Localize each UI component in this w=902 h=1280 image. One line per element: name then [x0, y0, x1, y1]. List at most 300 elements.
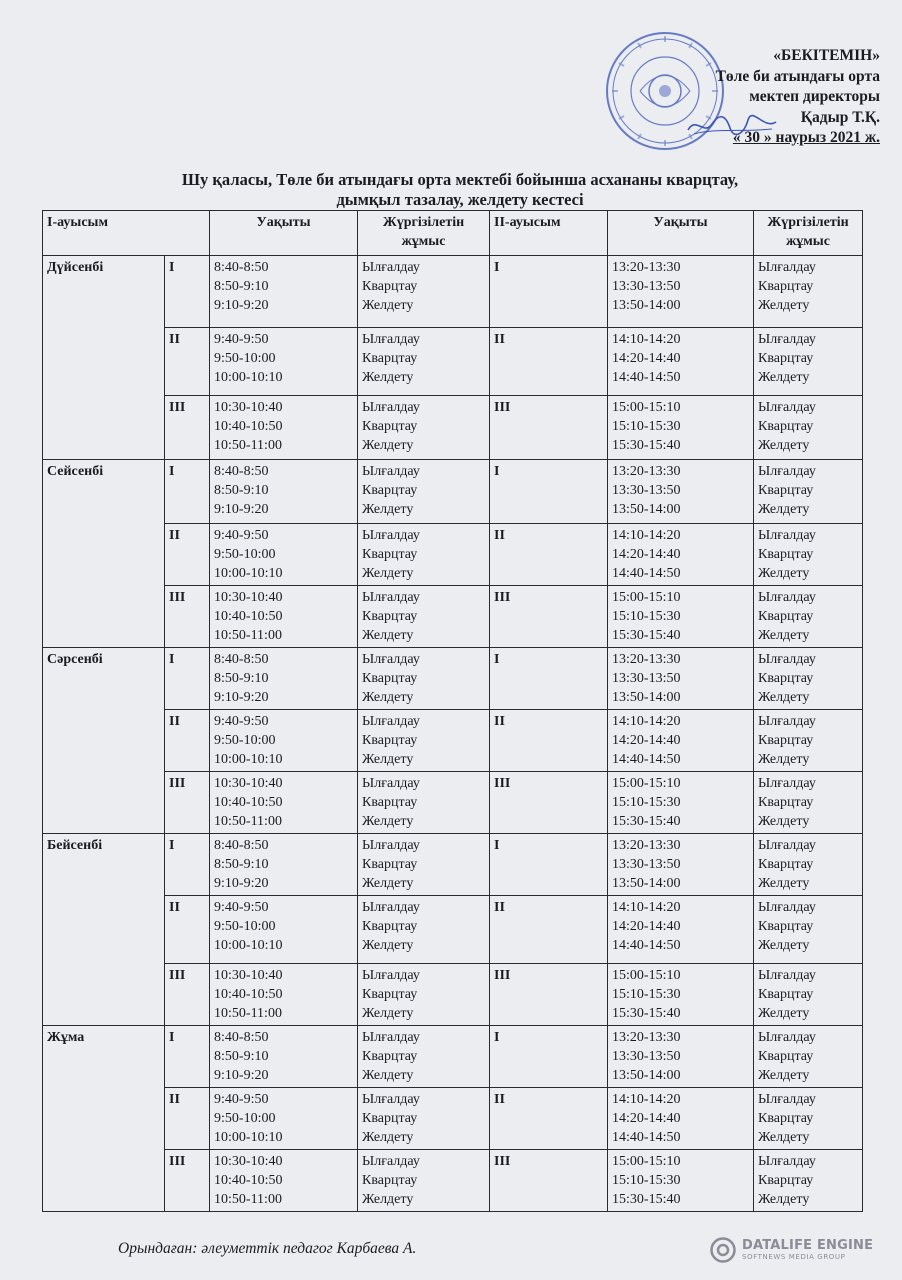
shift1-period-cell: І [165, 648, 210, 710]
shift2-work-cell-line: Желдету [758, 438, 810, 453]
shift2-time-cell-line: 14:10-14:20 [612, 714, 681, 729]
shift1-work-cell-line: Кварцтау [362, 919, 418, 934]
shift2-time-cell-line: 14:20-14:40 [612, 547, 681, 562]
shift2-work-cell-line: Кварцтау [758, 483, 814, 498]
shift2-work-cell [754, 772, 863, 834]
shift2-time-cell-line: 15:00-15:10 [612, 776, 681, 791]
shift2-time-cell [608, 964, 754, 1026]
shift2-work-cell-line: Кварцтау [758, 609, 814, 624]
datalife-logo-icon [710, 1237, 736, 1263]
watermark-main-text: DATALIFE ENGINE [742, 1238, 874, 1253]
shift1-work-cell [358, 710, 490, 772]
shift1-time-cell [210, 964, 358, 1026]
shift1-time-cell-line: 8:40-8:50 [214, 838, 269, 853]
header-time-2: Уақыты [608, 211, 754, 256]
shift1-work-cell-line: Кварцтау [362, 795, 418, 810]
title-line-2: дымқыл тазалау, желдету кестесі [336, 190, 584, 209]
table-row [43, 460, 863, 524]
shift1-work-cell-line: Желдету [362, 814, 414, 829]
shift1-time-cell-line: 8:40-8:50 [214, 260, 269, 275]
shift1-work-cell-line: Желдету [362, 438, 414, 453]
shift2-work-cell [754, 896, 863, 964]
shift1-work-cell-line: Ылғалдау [362, 968, 420, 983]
shift2-work-cell-line: Ылғалдау [758, 1030, 816, 1045]
shift2-time-cell-line: 14:40-14:50 [612, 1130, 681, 1145]
shift2-work-cell-line: Кварцтау [758, 1111, 814, 1126]
shift2-time-cell-line: 14:20-14:40 [612, 1111, 681, 1126]
shift2-time-cell [608, 1150, 754, 1212]
shift1-work-cell-line: Ылғалдау [362, 1092, 420, 1107]
approval-heading: «БЕКІТЕМІН» [773, 47, 880, 64]
table-row [43, 1026, 863, 1088]
table-row [43, 896, 863, 964]
shift1-work-cell-line: Кварцтау [362, 1049, 418, 1064]
shift2-work-cell-line: Ылғалдау [758, 332, 816, 347]
shift1-work-cell-line: Ылғалдау [362, 590, 420, 605]
shift2-time-cell-line: 15:10-15:30 [612, 609, 681, 624]
shift2-work-cell-line: Ылғалдау [758, 400, 816, 415]
shift1-time-cell [210, 524, 358, 586]
table-row [43, 772, 863, 834]
shift2-time-cell-line: 14:40-14:50 [612, 752, 681, 767]
shift1-work-cell-line: Кварцтау [362, 987, 418, 1002]
shift1-time-cell-line: 9:40-9:50 [214, 900, 269, 915]
shift1-time-cell-line: 10:40-10:50 [214, 1173, 283, 1188]
document-title [90, 170, 830, 210]
shift1-work-cell [358, 834, 490, 896]
shift1-time-cell [210, 328, 358, 396]
shift1-work-cell-line: Желдету [362, 370, 414, 385]
shift1-time-cell-line: 10:00-10:10 [214, 370, 283, 385]
shift2-work-cell [754, 1088, 863, 1150]
shift2-work-cell-line: Желдету [758, 298, 810, 313]
shift2-time-cell-line: 13:30-13:50 [612, 1049, 681, 1064]
shift1-time-cell-line: 10:30-10:40 [214, 590, 283, 605]
shift1-period-cell: ІІ [165, 896, 210, 964]
shift2-work-cell [754, 648, 863, 710]
header-shift-2: ІІ-ауысым [490, 211, 608, 256]
shift1-work-cell-line: Кварцтау [362, 671, 418, 686]
shift1-time-cell-line: 9:10-9:20 [214, 876, 269, 891]
shift2-time-cell-line: 15:30-15:40 [612, 814, 681, 829]
shift2-time-cell [608, 524, 754, 586]
shift1-period-cell: І [165, 1026, 210, 1088]
shift2-period-cell: І [490, 256, 608, 328]
shift1-work-cell-line: Ылғалдау [362, 714, 420, 729]
shift2-work-cell-line: Желдету [758, 628, 810, 643]
shift2-work-cell [754, 964, 863, 1026]
shift1-work-cell-line: Ылғалдау [362, 260, 420, 275]
shift2-time-cell-line: 13:20-13:30 [612, 260, 681, 275]
shift2-work-cell-line: Желдету [758, 814, 810, 829]
shift2-time-cell-line: 14:40-14:50 [612, 566, 681, 581]
shift2-period-cell: ІІІ [490, 586, 608, 648]
shift1-work-cell [358, 964, 490, 1026]
shift1-work-cell-line: Кварцтау [362, 547, 418, 562]
shift1-time-cell-line: 8:40-8:50 [214, 652, 269, 667]
shift1-work-cell [358, 1026, 490, 1088]
shift2-time-cell-line: 15:00-15:10 [612, 400, 681, 415]
shift1-work-cell [358, 256, 490, 328]
shift1-work-cell-line: Желдету [362, 628, 414, 643]
shift1-work-cell-line: Ылғалдау [362, 528, 420, 543]
shift2-time-cell-line: 15:10-15:30 [612, 419, 681, 434]
shift1-time-cell-line: 10:30-10:40 [214, 968, 283, 983]
shift1-work-cell-line: Ылғалдау [362, 400, 420, 415]
shift2-work-cell-line: Желдету [758, 1006, 810, 1021]
shift1-time-cell-line: 10:50-11:00 [214, 628, 282, 643]
shift2-work-cell-line: Желдету [758, 502, 810, 517]
shift2-time-cell-line: 13:20-13:30 [612, 652, 681, 667]
shift2-time-cell-line: 13:50-14:00 [612, 298, 681, 313]
shift1-work-cell-line: Желдету [362, 502, 414, 517]
shift2-work-cell-line: Кварцтау [758, 919, 814, 934]
table-row [43, 648, 863, 710]
approval-line-2: мектеп директоры [749, 88, 880, 105]
shift2-time-cell-line: 15:00-15:10 [612, 590, 681, 605]
shift1-work-cell [358, 896, 490, 964]
shift2-work-cell [754, 396, 863, 460]
approval-date: « 30 » наурыз 2021 ж. [732, 129, 880, 146]
shift1-time-cell [210, 1026, 358, 1088]
shift2-work-cell-line: Ылғалдау [758, 590, 816, 605]
day-name-cell: Дүйсенбі [43, 256, 165, 460]
shift1-time-cell-line: 10:30-10:40 [214, 776, 283, 791]
shift1-time-cell-line: 8:50-9:10 [214, 671, 269, 686]
shift1-work-cell-line: Ылғалдау [362, 900, 420, 915]
shift1-work-cell [358, 772, 490, 834]
shift2-work-cell-line: Ылғалдау [758, 1154, 816, 1169]
shift2-work-cell-line: Желдету [758, 1068, 810, 1083]
shift1-period-cell: І [165, 460, 210, 524]
shift2-period-cell: ІІ [490, 896, 608, 964]
shift2-time-cell [608, 256, 754, 328]
shift1-work-cell-line: Желдету [362, 690, 414, 705]
shift2-period-cell: І [490, 1026, 608, 1088]
shift1-time-cell [210, 710, 358, 772]
shift2-time-cell-line: 15:10-15:30 [612, 1173, 681, 1188]
shift1-time-cell-line: 8:50-9:10 [214, 483, 269, 498]
header-shift-1: І-ауысым [43, 211, 210, 256]
shift2-work-cell-line: Кварцтау [758, 857, 814, 872]
header-time-1: Уақыты [210, 211, 358, 256]
shift2-time-cell [608, 396, 754, 460]
shift2-work-cell [754, 1026, 863, 1088]
shift1-time-cell [210, 896, 358, 964]
schedule-body [43, 256, 863, 1212]
shift1-time-cell-line: 9:50-10:00 [214, 733, 276, 748]
shift2-time-cell-line: 15:10-15:30 [612, 987, 681, 1002]
shift2-time-cell-line: 15:30-15:40 [612, 1192, 681, 1207]
shift1-time-cell [210, 1150, 358, 1212]
shift2-work-cell [754, 256, 863, 328]
shift1-time-cell-line: 9:50-10:00 [214, 1111, 276, 1126]
shift1-work-cell-line: Желдету [362, 1130, 414, 1145]
footer-author: Орындаған: әлеуметтік педагог Карбаева А. [118, 1240, 417, 1257]
shift2-time-cell [608, 710, 754, 772]
table-row [43, 964, 863, 1026]
shift1-time-cell-line: 10:40-10:50 [214, 795, 283, 810]
shift1-work-cell-line: Желдету [362, 566, 414, 581]
shift1-time-cell-line: 10:30-10:40 [214, 1154, 283, 1169]
shift1-time-cell-line: 10:00-10:10 [214, 566, 283, 581]
header-work-1: Жүргізілетін жұмыс [358, 211, 490, 256]
shift2-work-cell-line: Желдету [758, 752, 810, 767]
shift1-time-cell [210, 834, 358, 896]
shift2-work-cell-line: Кварцтау [758, 1173, 814, 1188]
shift2-work-cell-line: Желдету [758, 876, 810, 891]
shift2-time-cell [608, 328, 754, 396]
shift2-time-cell-line: 13:50-14:00 [612, 1068, 681, 1083]
schedule-table [42, 210, 863, 1212]
shift1-period-cell: ІІІ [165, 1150, 210, 1212]
shift2-work-cell-line: Кварцтау [758, 279, 814, 294]
shift2-work-cell-line: Желдету [758, 1192, 810, 1207]
shift1-time-cell [210, 772, 358, 834]
shift2-period-cell: І [490, 460, 608, 524]
shift1-work-cell [358, 1088, 490, 1150]
shift1-work-cell-line: Желдету [362, 938, 414, 953]
shift1-time-cell-line: 8:40-8:50 [214, 1030, 269, 1045]
shift2-work-cell [754, 460, 863, 524]
shift2-period-cell: ІІІ [490, 1150, 608, 1212]
day-name-cell: Сейсенбі [43, 460, 165, 648]
shift2-period-cell: ІІ [490, 710, 608, 772]
shift1-work-cell [358, 648, 490, 710]
table-row [43, 586, 863, 648]
header-work-2: Жүргізілетін жұмыс [754, 211, 863, 256]
table-row [43, 834, 863, 896]
shift2-period-cell: ІІІ [490, 396, 608, 460]
shift2-time-cell-line: 13:50-14:00 [612, 502, 681, 517]
table-row [43, 1088, 863, 1150]
shift2-work-cell-line: Ылғалдау [758, 776, 816, 791]
shift2-work-cell-line: Ылғалдау [758, 714, 816, 729]
shift1-time-cell-line: 8:50-9:10 [214, 857, 269, 872]
shift1-time-cell [210, 1088, 358, 1150]
shift2-period-cell: ІІІ [490, 772, 608, 834]
shift1-time-cell-line: 9:40-9:50 [214, 332, 269, 347]
shift1-work-cell [358, 1150, 490, 1212]
shift1-time-cell [210, 648, 358, 710]
shift2-period-cell: ІІ [490, 1088, 608, 1150]
shift1-period-cell: ІІ [165, 710, 210, 772]
shift1-work-cell-line: Желдету [362, 1192, 414, 1207]
shift2-time-cell-line: 14:40-14:50 [612, 370, 681, 385]
shift1-time-cell-line: 9:10-9:20 [214, 502, 269, 517]
shift1-time-cell [210, 586, 358, 648]
shift1-work-cell-line: Ылғалдау [362, 776, 420, 791]
table-row [43, 524, 863, 586]
shift1-work-cell-line: Желдету [362, 752, 414, 767]
shift2-period-cell: ІІ [490, 524, 608, 586]
shift1-time-cell-line: 9:10-9:20 [214, 1068, 269, 1083]
shift2-work-cell [754, 328, 863, 396]
table-row [43, 396, 863, 460]
shift2-time-cell-line: 15:30-15:40 [612, 1006, 681, 1021]
shift1-time-cell-line: 9:10-9:20 [214, 690, 269, 705]
shift1-work-cell-line: Кварцтау [362, 609, 418, 624]
shift2-work-cell-line: Кварцтау [758, 733, 814, 748]
shift1-time-cell-line: 10:00-10:10 [214, 752, 283, 767]
shift1-work-cell-line: Кварцтау [362, 419, 418, 434]
shift2-time-cell-line: 15:30-15:40 [612, 438, 681, 453]
shift2-work-cell-line: Желдету [758, 1130, 810, 1145]
shift1-time-cell-line: 9:10-9:20 [214, 298, 269, 313]
shift1-work-cell-line: Кварцтау [362, 857, 418, 872]
shift2-work-cell-line: Желдету [758, 566, 810, 581]
shift2-time-cell-line: 15:10-15:30 [612, 795, 681, 810]
table-row [43, 1150, 863, 1212]
shift1-time-cell-line: 10:00-10:10 [214, 1130, 283, 1145]
shift2-work-cell [754, 1150, 863, 1212]
shift2-period-cell: І [490, 834, 608, 896]
shift1-work-cell-line: Желдету [362, 1068, 414, 1083]
shift1-period-cell: ІІ [165, 328, 210, 396]
shift2-time-cell-line: 14:20-14:40 [612, 919, 681, 934]
shift1-period-cell: ІІІ [165, 772, 210, 834]
shift2-time-cell-line: 15:00-15:10 [612, 968, 681, 983]
shift1-time-cell-line: 10:40-10:50 [214, 419, 283, 434]
shift1-work-cell-line: Кварцтау [362, 733, 418, 748]
shift1-time-cell-line: 10:30-10:40 [214, 400, 283, 415]
shift1-period-cell: ІІ [165, 524, 210, 586]
shift2-work-cell-line: Ылғалдау [758, 464, 816, 479]
shift1-time-cell [210, 256, 358, 328]
shift1-time-cell-line: 9:50-10:00 [214, 919, 276, 934]
shift1-work-cell-line: Ылғалдау [362, 652, 420, 667]
shift1-time-cell [210, 460, 358, 524]
title-line-1: Шу қаласы, Төле би атындағы орта мектебі бойынша асхананы кварцтау, [181, 170, 739, 189]
shift2-work-cell [754, 834, 863, 896]
shift2-time-cell-line: 14:10-14:20 [612, 1092, 681, 1107]
shift2-time-cell-line: 14:40-14:50 [612, 938, 681, 953]
shift2-work-cell-line: Кварцтау [758, 419, 814, 434]
shift2-period-cell: І [490, 648, 608, 710]
day-name-cell: Сәрсенбі [43, 648, 165, 834]
shift1-work-cell-line: Желдету [362, 876, 414, 891]
table-row [43, 256, 863, 328]
shift1-time-cell [210, 396, 358, 460]
shift1-time-cell-line: 10:50-11:00 [214, 1006, 282, 1021]
table-header-row [43, 211, 863, 256]
shift2-time-cell-line: 13:30-13:50 [612, 279, 681, 294]
shift1-time-cell-line: 10:00-10:10 [214, 938, 283, 953]
shift1-time-cell-line: 10:50-11:00 [214, 814, 282, 829]
shift1-time-cell-line: 10:50-11:00 [214, 1192, 282, 1207]
shift2-time-cell-line: 13:30-13:50 [612, 857, 681, 872]
shift2-work-cell-line: Ылғалдау [758, 900, 816, 915]
shift2-work-cell-line: Кварцтау [758, 1049, 814, 1064]
shift2-work-cell-line: Ылғалдау [758, 968, 816, 983]
table-row [43, 710, 863, 772]
shift2-time-cell-line: 14:20-14:40 [612, 351, 681, 366]
shift1-time-cell-line: 9:40-9:50 [214, 528, 269, 543]
shift2-time-cell-line: 13:20-13:30 [612, 1030, 681, 1045]
shift1-period-cell: ІІІ [165, 396, 210, 460]
shift2-work-cell [754, 586, 863, 648]
shift1-work-cell-line: Ылғалдау [362, 332, 420, 347]
shift1-work-cell-line: Кварцтау [362, 1111, 418, 1126]
shift1-work-cell [358, 396, 490, 460]
watermark-sub-text: SOFTNEWS MEDIA GROUP [742, 1253, 846, 1261]
shift2-time-cell-line: 15:00-15:10 [612, 1154, 681, 1169]
shift1-work-cell-line: Ылғалдау [362, 1154, 420, 1169]
shift2-time-cell [608, 1026, 754, 1088]
shift1-work-cell-line: Желдету [362, 1006, 414, 1021]
shift1-work-cell-line: Желдету [362, 298, 414, 313]
day-name-cell: Жұма [43, 1026, 165, 1212]
table-row [43, 328, 863, 396]
shift1-period-cell: ІІІ [165, 964, 210, 1026]
shift2-time-cell-line: 13:20-13:30 [612, 838, 681, 853]
shift1-period-cell: ІІ [165, 1088, 210, 1150]
shift2-time-cell-line: 14:10-14:20 [612, 528, 681, 543]
shift1-time-cell-line: 10:40-10:50 [214, 987, 283, 1002]
shift1-work-cell [358, 586, 490, 648]
shift1-work-cell-line: Ылғалдау [362, 464, 420, 479]
shift2-time-cell-line: 13:50-14:00 [612, 690, 681, 705]
shift1-work-cell-line: Ылғалдау [362, 1030, 420, 1045]
shift2-work-cell-line: Ылғалдау [758, 652, 816, 667]
shift1-time-cell-line: 9:50-10:00 [214, 351, 276, 366]
shift1-period-cell: І [165, 256, 210, 328]
shift1-work-cell [358, 460, 490, 524]
shift2-work-cell-line: Кварцтау [758, 351, 814, 366]
day-name-cell: Бейсенбі [43, 834, 165, 1026]
watermark [710, 1237, 873, 1263]
shift2-work-cell [754, 710, 863, 772]
shift2-time-cell-line: 15:30-15:40 [612, 628, 681, 643]
shift1-work-cell-line: Ылғалдау [362, 838, 420, 853]
shift2-time-cell-line: 14:10-14:20 [612, 332, 681, 347]
shift2-time-cell-line: 14:10-14:20 [612, 900, 681, 915]
shift2-work-cell-line: Желдету [758, 690, 810, 705]
shift1-work-cell [358, 328, 490, 396]
shift2-work-cell-line: Желдету [758, 370, 810, 385]
shift2-time-cell [608, 772, 754, 834]
shift2-time-cell-line: 13:30-13:50 [612, 483, 681, 498]
shift2-period-cell: ІІ [490, 328, 608, 396]
shift1-work-cell-line: Кварцтау [362, 351, 418, 366]
shift1-work-cell-line: Кварцтау [362, 483, 418, 498]
shift2-time-cell [608, 834, 754, 896]
shift1-work-cell [358, 524, 490, 586]
shift2-work-cell-line: Ылғалдау [758, 260, 816, 275]
shift2-work-cell-line: Кварцтау [758, 547, 814, 562]
shift2-time-cell [608, 460, 754, 524]
shift2-time-cell-line: 13:20-13:30 [612, 464, 681, 479]
shift2-work-cell-line: Ылғалдау [758, 528, 816, 543]
shift2-work-cell-line: Кварцтау [758, 987, 814, 1002]
approval-line-1: Төле би атындағы орта [715, 67, 880, 85]
shift2-work-cell-line: Ылғалдау [758, 838, 816, 853]
shift1-period-cell: І [165, 834, 210, 896]
shift1-time-cell-line: 9:40-9:50 [214, 1092, 269, 1107]
shift2-time-cell [608, 586, 754, 648]
shift1-time-cell-line: 8:40-8:50 [214, 464, 269, 479]
shift1-time-cell-line: 10:40-10:50 [214, 609, 283, 624]
shift2-time-cell-line: 13:30-13:50 [612, 671, 681, 686]
shift2-time-cell [608, 896, 754, 964]
shift1-time-cell-line: 8:50-9:10 [214, 1049, 269, 1064]
shift2-period-cell: ІІІ [490, 964, 608, 1026]
shift2-work-cell-line: Кварцтау [758, 795, 814, 810]
shift2-work-cell-line: Ылғалдау [758, 1092, 816, 1107]
shift2-time-cell [608, 648, 754, 710]
shift2-time-cell-line: 14:20-14:40 [612, 733, 681, 748]
shift1-time-cell-line: 9:40-9:50 [214, 714, 269, 729]
